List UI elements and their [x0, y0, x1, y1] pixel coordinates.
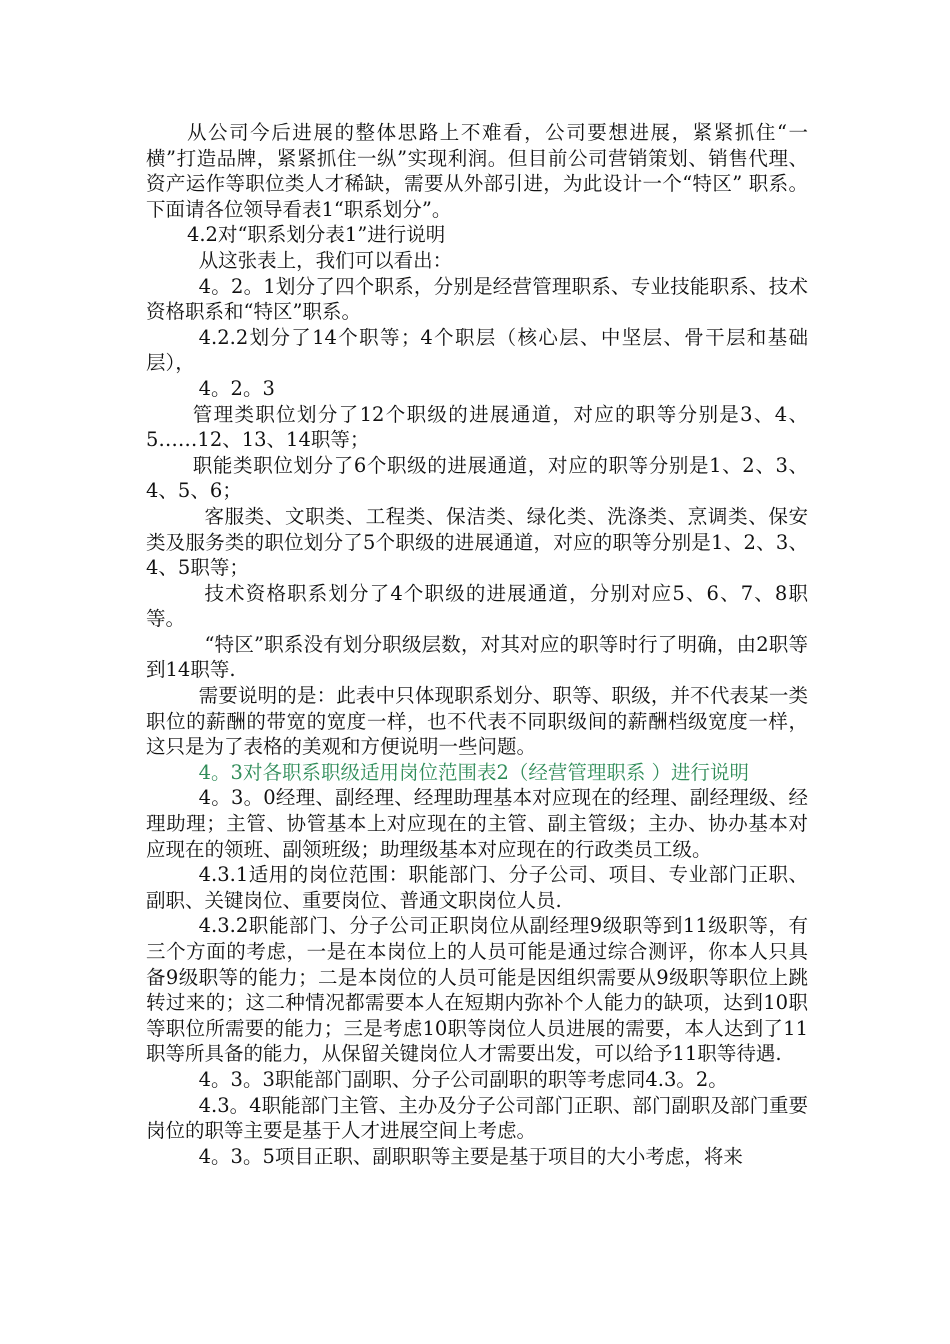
heading-4-2: 4.2对“职系划分表1”进行说明 [186, 223, 446, 247]
paragraph-functional: 职能类职位划分了6个职级的进展通道，对应的职等分别是1、2、3、4、5、6； [146, 453, 808, 503]
paragraph-4-3-5: 4。3。5项目正职、副职职等主要是基于项目的大小考虑，将来 [198, 1144, 743, 1168]
paragraph-special-zone: “特区”职系没有划分职级层数，对其对应的职等时行了明确，由2职等到14职等. [146, 632, 808, 682]
paragraph-management: 管理类职位划分了12个职级的进展通道，对应的职等分别是3、4、5……12、13、14职等； [146, 402, 808, 452]
paragraph-4-2-2: 4.2.2划分了14个职等；4个职层（核心层、中坚层、骨干层和基础层）， [146, 325, 808, 375]
paragraph-4-2-1: 4。2。1划分了四个职系，分别是经营管理职系、专业技能职系、技术资格职系和“特区”职系。 [146, 274, 808, 324]
paragraph-4-3-2: 4.3.2职能部门、分子公司正职岗位从副经理9级职等到11级职等，有三个方面的考虑，一是在本岗位上的人员可能是通过综合测评，你本人只具备9级职等的能力；二是本岗位的人员可能是因组织需要从9级职等职位上跳转过来的；这二种情况都需要本人在短期内弥补个人能力的缺项，达到10职等职位所需要的能力；三是考虑10职等岗位人员进展的需要，本人达到了11职等所具备的能力，从保留关键岗位人才需要出发，可以给予11职等待遇. [146, 914, 808, 1066]
paragraph-4-2-3: 4。2。3 [198, 376, 275, 400]
paragraph-note: 需要说明的是：此表中只体现职系划分、职等、职级，并不代表某一类职位的薪酬的带宽的宽度一样，也不代表不同职级间的薪酬档级宽度一样，这只是为了表格的美观和方便说明一些问题。 [146, 684, 808, 759]
paragraph-intro: 从公司今后进展的整体思路上不难看，公司要想进展，紧紧抓住“一横”打造品牌，紧紧抓住一纵”实现利润。但目前公司营销策划、销售代理、资产运作等职位类人才稀缺，需要从外部引进，为此设计一个“特区” 职系。下面请各位领导看表1“职系划分”。 [146, 121, 808, 221]
document-page [146, 120, 808, 1169]
paragraph-4-2-lead: 从这张表上，我们可以看出： [198, 248, 453, 272]
paragraph-4-3-1: 4.3.1适用的岗位范围：职能部门、分子公司、项目、专业部门正职、副职、关键岗位、重要岗位、普通文职岗位人员. [146, 863, 808, 912]
heading-4-3: 4。3对各职系职级适用岗位范围表2（经营管理职系 ）进行说明 [198, 760, 750, 784]
paragraph-4-3-0: 4。3。0经理、副经理、经理助理基本对应现在的经理、副经理级、经理助理；主管、协管基本上对应现在的主管、副主管级；主办、协办基本对应现在的领班、副领班级；助理级基本对应现在的行政类员工级。 [146, 786, 808, 861]
paragraph-4-3-4: 4.3。4职能部门主管、主办及分子公司部门正职、部门副职及部门重要岗位的职等主要是基于人才进展空间上考虑。 [146, 1093, 808, 1143]
paragraph-4-3-3: 4。3。3职能部门副职、分子公司副职的职等考虑同4.3。2。 [198, 1067, 728, 1091]
paragraph-service-classes: 客服类、文职类、工程类、保洁类、绿化类、洗涤类、烹调类、保安类及服务类的职位划分了5个职级的进展通道，对应的职等分别是1、2、3、4、5职等； [146, 504, 808, 580]
paragraph-technical: 技术资格职系划分了4个职级的进展通道，分别对应5、6、7、8职等。 [146, 581, 808, 631]
